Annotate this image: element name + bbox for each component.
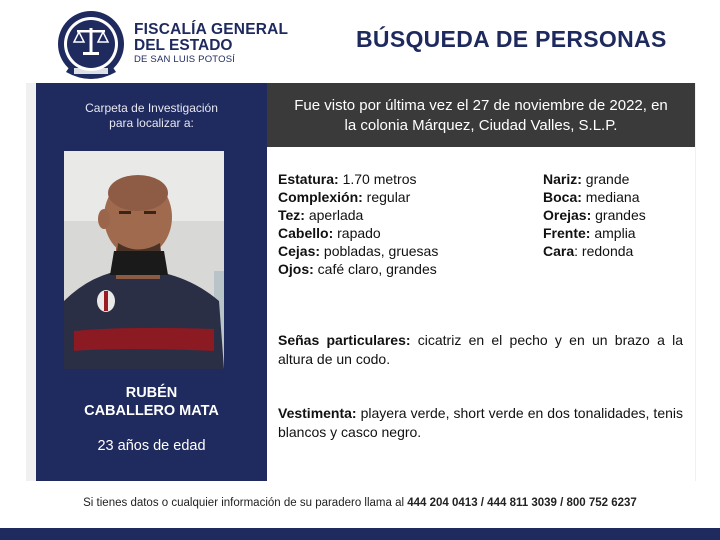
last-seen-banner [267, 83, 695, 147]
attr-cara: Cara: redonda [543, 243, 634, 259]
carpeta-line-2: para localizar a: [109, 116, 194, 130]
attr-estatura: Estatura: 1.70 metros [278, 171, 417, 187]
page-title: BÚSQUEDA DE PERSONAS [356, 26, 667, 52]
person-card [36, 83, 267, 481]
vestimenta-value: playera verde, short verde en dos tonalidades, tenis blancos y casco negro. [278, 405, 683, 440]
organization-name [134, 22, 288, 66]
footer-text: Si tienes datos o cualquier información de su paradero llama al [83, 497, 408, 509]
person-photo-image [64, 151, 224, 369]
carpeta-label [36, 101, 267, 131]
attr-cejas: Cejas: pobladas, gruesas [278, 243, 439, 259]
last-seen-line-2: la colonia Márquez, Ciudad Valles, S.L.P. [344, 117, 618, 134]
person-name-line-1: RUBÉN [125, 385, 178, 401]
person-photo [64, 151, 224, 369]
attr-boca: Boca: mediana [543, 189, 640, 205]
senas-label: Señas particulares: [278, 332, 411, 348]
attr-tez: Tez: aperlada [278, 207, 364, 223]
attr-cabello: Cabello: rapado [278, 225, 381, 241]
org-line-3: DE SAN LUIS POTOSÍ [134, 54, 236, 65]
footer-phones: 444 204 0413 / 444 811 3039 / 800 752 6237 [407, 497, 637, 509]
attr-orejas: Orejas: grandes [543, 207, 646, 223]
senas-value: cicatriz en el pecho y en un brazo a la altura de un codo. [278, 332, 683, 367]
vestimenta-label: Vestimenta: [278, 405, 357, 421]
attributes-right [543, 170, 646, 260]
contact-footer [0, 497, 720, 509]
person-name [36, 384, 267, 420]
attr-ojos: Ojos: café claro, grandes [278, 261, 437, 277]
org-line-2: DEL ESTADO [134, 37, 233, 54]
bottom-bar [0, 528, 720, 540]
carpeta-line-1: Carpeta de Investigación [85, 101, 218, 115]
state-seal-icon [52, 8, 130, 84]
attr-nariz: Nariz: grande [543, 171, 630, 187]
attr-frente: Frente: amplia [543, 225, 636, 241]
person-age: 23 años de edad [97, 438, 206, 454]
header [0, 0, 720, 84]
person-name-line-2: CABALLERO MATA [84, 403, 219, 419]
org-line-1: FISCALÍA GENERAL [134, 21, 289, 38]
attributes-left [278, 170, 438, 278]
last-seen-line-1: Fue visto por última vez el 27 de noviembre de 2022, en [294, 97, 668, 114]
vestimenta [278, 404, 683, 442]
attr-complexion: Complexión: regular [278, 189, 411, 205]
senas-particulares [278, 331, 683, 369]
